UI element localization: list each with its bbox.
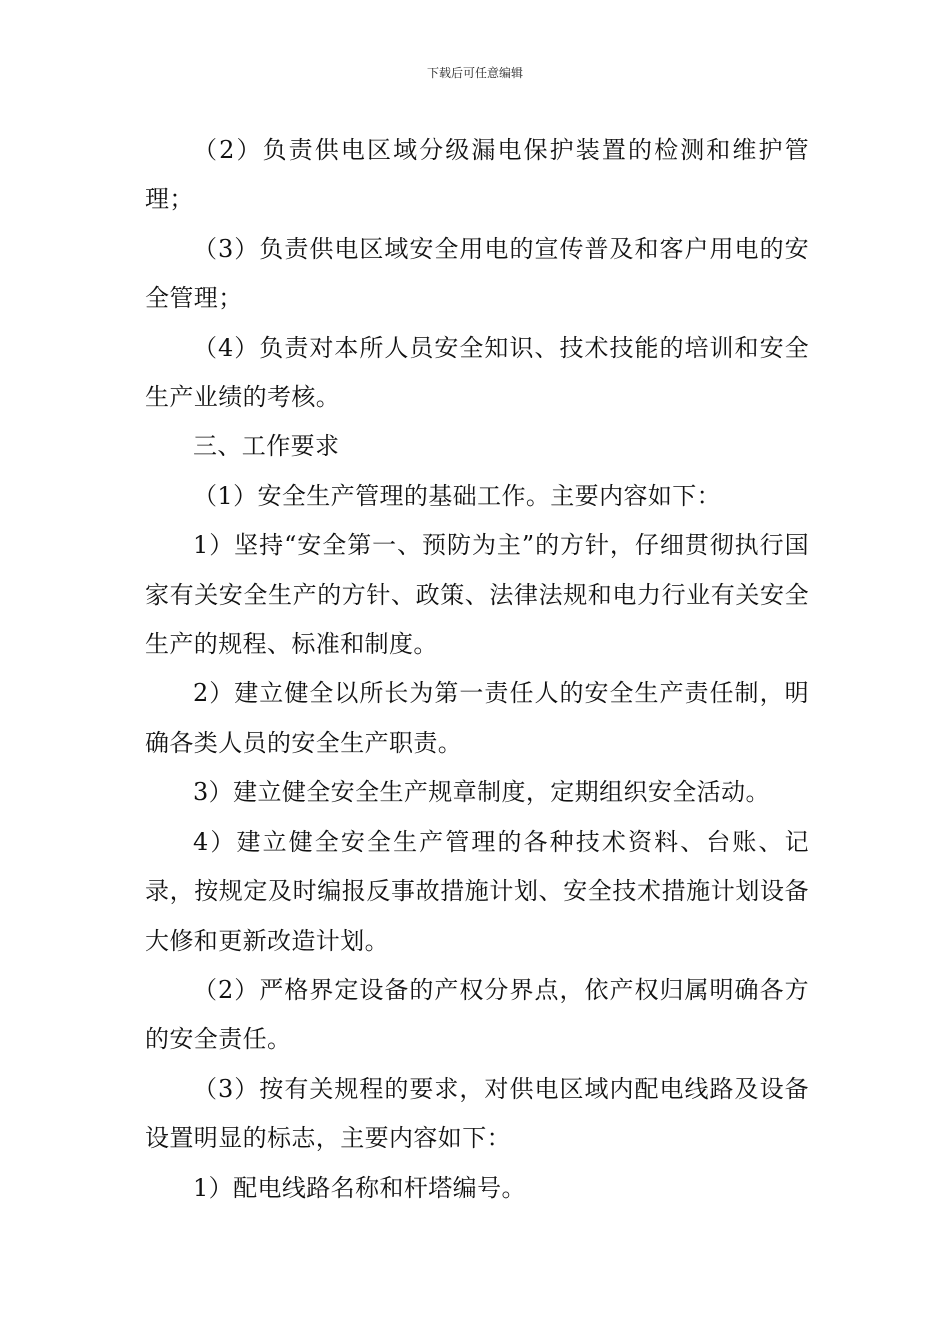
paragraph: （2）负责供电区域分级漏电保护装置的检测和维护管理； bbox=[145, 136, 809, 214]
paragraph: 4）建立健全安全生产管理的各种技术资料、台账、记录，按规定及时编报反事故措施计划、安全技术措施计划设备大修和更新改造计划。 bbox=[145, 827, 809, 955]
paragraph: （3）按有关规程的要求，对供电区域内配电线路及设备设置明显的标志，主要内容如下： bbox=[145, 1074, 809, 1153]
paragraph: （4）负责对本所人员安全知识、技术技能的培训和安全生产业绩的考核。 bbox=[145, 333, 809, 412]
paragraph: 2）建立健全以所长为第一责任人的安全生产责任制，明确各类人员的安全生产职责。 bbox=[145, 679, 809, 757]
paragraph: 1）坚持“安全第一、预防为主”的方针，仔细贯彻执行国家有关安全生产的方针、政策、法律法规和电力行业有关安全生产的规程、标准和制度。 bbox=[145, 531, 809, 659]
paragraph: （3）负责供电区域安全用电的宣传普及和客户用电的安全管理； bbox=[145, 234, 809, 313]
paragraph: 1）配电线路名称和杆塔编号。 bbox=[193, 1173, 526, 1202]
document-body bbox=[145, 126, 809, 1213]
paragraph: （2）严格界定设备的产权分界点，依产权归属明确各方的安全责任。 bbox=[145, 975, 809, 1054]
paragraph: （1）安全生产管理的基础工作。主要内容如下： bbox=[193, 481, 722, 510]
section-heading: 三、工作要求 bbox=[193, 432, 340, 461]
page-header: 下载后可任意编辑 bbox=[426, 66, 523, 80]
paragraph: 3）建立健全安全生产规章制度，定期组织安全活动。 bbox=[193, 778, 770, 807]
